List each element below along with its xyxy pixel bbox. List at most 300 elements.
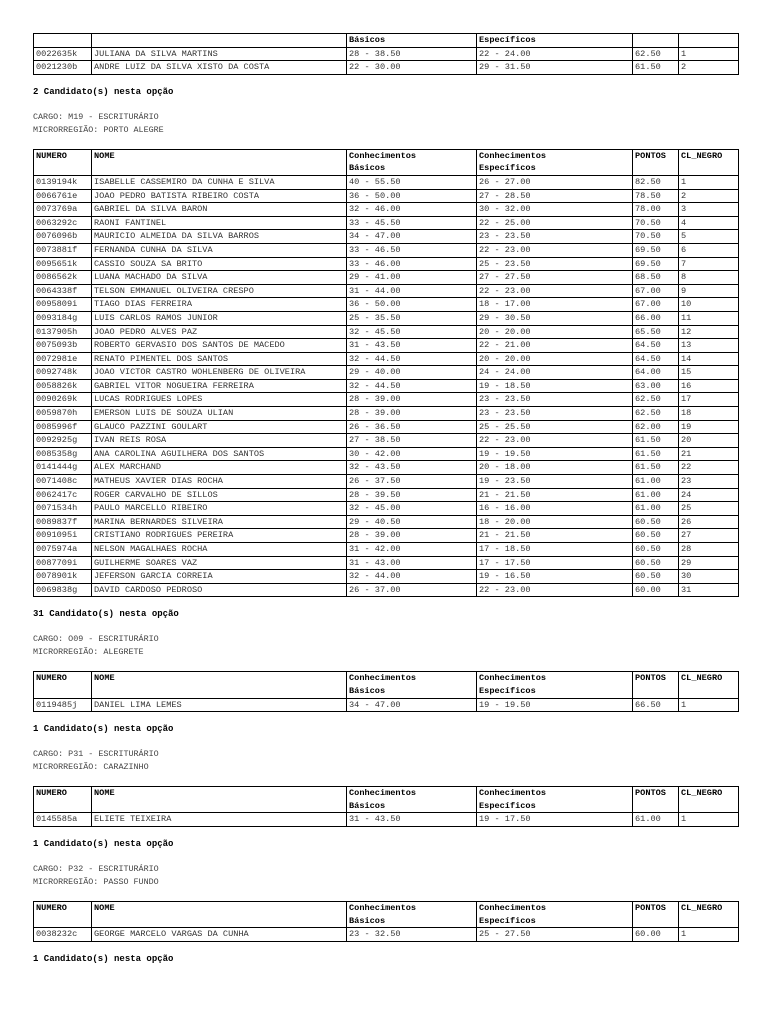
cl-negro-cell: 21	[679, 447, 739, 461]
cl-negro-cell: 11	[679, 311, 739, 325]
pontos-cell: 61.50	[633, 447, 679, 461]
header-conhecimentos-basicos	[347, 787, 477, 813]
numero-cell: 0071534h	[34, 502, 92, 516]
cargo-label: CARGO: M19 - ESCRITURÁRIO	[33, 111, 159, 122]
numero-cell: 0095651k	[34, 257, 92, 271]
section-info	[33, 111, 738, 137]
table-row	[34, 928, 739, 942]
nome-cell: EMERSON LUIS DE SOUZA ULIAN	[92, 407, 347, 421]
especificos-cell: 29 - 30.50	[477, 311, 633, 325]
basicos-cell: 28 - 39.00	[347, 393, 477, 407]
numero-cell: 0091095i	[34, 529, 92, 543]
especificos-cell: 22 - 24.00	[477, 47, 633, 61]
pontos-cell: 61.00	[633, 488, 679, 502]
header-nome-text: NOME	[94, 673, 115, 684]
sections-container	[33, 111, 738, 964]
basicos-cell: 40 - 55.50	[347, 175, 477, 189]
header-pontos	[633, 901, 679, 927]
header-nome-text: NOME	[94, 150, 115, 161]
pontos-cell: 70.50	[633, 230, 679, 244]
candidate-count: 2 Candidato(s) nesta opção	[33, 86, 174, 97]
especificos-cell: 20 - 18.00	[477, 461, 633, 475]
cl-negro-cell: 2	[679, 61, 739, 75]
nome-cell: JEFERSON GARCIA CORREIA	[92, 570, 347, 584]
cl-negro-cell: 20	[679, 434, 739, 448]
header-pontos	[633, 149, 679, 175]
header-conhecimentos-basicos	[347, 672, 477, 698]
cl-negro-cell: 19	[679, 420, 739, 434]
cl-negro-cell: 25	[679, 502, 739, 516]
pontos-cell: 61.50	[633, 461, 679, 475]
cl-negro-cell: 1	[679, 175, 739, 189]
table-row	[34, 556, 739, 570]
pontos-cell: 60.50	[633, 515, 679, 529]
especificos-cell: 30 - 32.00	[477, 203, 633, 217]
nome-cell: MATHEUS XAVIER DIAS ROCHA	[92, 475, 347, 489]
cargo-label: CARGO: P31 - ESCRITURÁRIO	[33, 749, 159, 760]
header-conhecimentos-basicos-text: Básicos	[349, 685, 386, 696]
especificos-cell: 18 - 17.00	[477, 298, 633, 312]
table-row	[34, 311, 739, 325]
nome-cell: CASSIO SOUZA SA BRITO	[92, 257, 347, 271]
especificos-cell: 17 - 18.50	[477, 543, 633, 557]
header-numero	[34, 149, 92, 175]
nome-cell: MARINA BERNARDES SILVEIRA	[92, 515, 347, 529]
basicos-cell: 26 - 36.50	[347, 420, 477, 434]
numero-cell: 0092748k	[34, 366, 92, 380]
nome-cell: DAVID CARDOSO PEDROSO	[92, 583, 347, 597]
nome-cell: GUILHERME SOARES VAZ	[92, 556, 347, 570]
header-conhecimentos-basicos-text: Conhecimentos	[349, 150, 417, 161]
nome-cell: LUIS CARLOS RAMOS JUNIOR	[92, 311, 347, 325]
cargo-section	[33, 748, 738, 849]
header-cl-negro-text: CL_NEGRO	[681, 902, 723, 913]
table-row	[34, 189, 739, 203]
cl-negro-cell: 1	[679, 813, 739, 827]
numero-cell: 0093184g	[34, 311, 92, 325]
header-cl-negro	[679, 787, 739, 813]
basicos-cell: 34 - 47.00	[347, 230, 477, 244]
table-row	[34, 420, 739, 434]
cl-negro-cell: 16	[679, 379, 739, 393]
basicos-cell: 23 - 32.50	[347, 928, 477, 942]
numero-cell: 0086562k	[34, 271, 92, 285]
table-row	[34, 379, 739, 393]
section-info	[33, 748, 738, 774]
header-cl-negro	[679, 901, 739, 927]
especificos-cell: 25 - 25.50	[477, 420, 633, 434]
pontos-cell: 60.50	[633, 529, 679, 543]
header-nome-text: NOME	[94, 902, 115, 913]
cargo-section	[33, 863, 738, 964]
basicos-cell: 36 - 50.00	[347, 298, 477, 312]
numero-cell: 0038232c	[34, 928, 92, 942]
table-row	[34, 570, 739, 584]
numero-cell: 0069838g	[34, 583, 92, 597]
basicos-cell: 32 - 43.50	[347, 461, 477, 475]
nome-cell: FERNANDA CUNHA DA SILVA	[92, 243, 347, 257]
basicos-cell: 29 - 41.00	[347, 271, 477, 285]
pontos-cell: 68.50	[633, 271, 679, 285]
header-pontos	[633, 787, 679, 813]
cl-negro-cell: 8	[679, 271, 739, 285]
nome-cell: GABRIEL VITOR NOGUEIRA FERREIRA	[92, 379, 347, 393]
pontos-cell: 61.00	[633, 813, 679, 827]
header-conhecimentos-especificos-text: Conhecimentos	[479, 673, 547, 684]
cl-negro-cell: 15	[679, 366, 739, 380]
basicos-cell: 27 - 38.50	[347, 434, 477, 448]
table-row	[34, 216, 739, 230]
header-numero-text: NUMERO	[36, 150, 67, 161]
basicos-cell: 28 - 38.50	[347, 47, 477, 61]
nome-cell: IVAN REIS ROSA	[92, 434, 347, 448]
pontos-cell: 62.50	[633, 407, 679, 421]
pontos-cell: 66.50	[633, 698, 679, 712]
pontos-cell: 62.50	[633, 393, 679, 407]
pontos-cell: 69.50	[633, 243, 679, 257]
header-cell: Específicos	[477, 34, 633, 48]
pontos-cell: 65.50	[633, 325, 679, 339]
pontos-cell: 60.50	[633, 556, 679, 570]
especificos-cell: 24 - 24.00	[477, 366, 633, 380]
cl-negro-cell: 10	[679, 298, 739, 312]
pontos-cell: 64.50	[633, 352, 679, 366]
table-row	[34, 502, 739, 516]
header-conhecimentos-especificos-text: Específicos	[479, 163, 536, 174]
pontos-cell: 62.50	[633, 47, 679, 61]
nome-cell: RENATO PIMENTEL DOS SANTOS	[92, 352, 347, 366]
table-row	[34, 543, 739, 557]
pontos-cell: 60.50	[633, 570, 679, 584]
numero-cell: 0085358g	[34, 447, 92, 461]
table-row	[34, 434, 739, 448]
basicos-cell: 33 - 46.50	[347, 243, 477, 257]
cl-negro-cell: 18	[679, 407, 739, 421]
especificos-cell: 19 - 19.50	[477, 698, 633, 712]
pontos-cell: 63.00	[633, 379, 679, 393]
especificos-cell: 23 - 23.50	[477, 393, 633, 407]
especificos-cell: 25 - 23.50	[477, 257, 633, 271]
table-row	[34, 515, 739, 529]
nome-cell: ELIETE TEIXEIRA	[92, 813, 347, 827]
basicos-cell: 32 - 45.50	[347, 325, 477, 339]
pontos-cell: 62.00	[633, 420, 679, 434]
table-row	[34, 475, 739, 489]
top-results-table	[33, 33, 739, 75]
cl-negro-cell: 27	[679, 529, 739, 543]
header-nome-text: NOME	[94, 788, 115, 799]
candidate-count: 1 Candidato(s) nesta opção	[33, 724, 174, 735]
especificos-cell: 29 - 31.50	[477, 61, 633, 75]
section-info	[33, 863, 738, 889]
header-cl-negro-text: CL_NEGRO	[681, 673, 723, 684]
cl-negro-cell: 13	[679, 339, 739, 353]
basicos-cell: 32 - 44.50	[347, 379, 477, 393]
table-header-row	[34, 901, 739, 927]
table-row	[34, 393, 739, 407]
numero-cell: 0075093b	[34, 339, 92, 353]
especificos-cell: 22 - 23.00	[477, 434, 633, 448]
nome-cell: TIAGO DIAS FERREIRA	[92, 298, 347, 312]
numero-cell: 0021230b	[34, 61, 92, 75]
header-cell	[92, 34, 347, 48]
nome-cell: JULIANA DA SILVA MARTINS	[92, 47, 347, 61]
header-conhecimentos-basicos	[347, 149, 477, 175]
table-row	[34, 230, 739, 244]
especificos-cell: 22 - 23.00	[477, 243, 633, 257]
header-cl-negro-text: CL_NEGRO	[681, 788, 723, 799]
table-row	[34, 529, 739, 543]
header-conhecimentos-basicos-text: Básicos	[349, 915, 386, 926]
especificos-cell: 23 - 23.50	[477, 407, 633, 421]
section-info	[33, 633, 738, 659]
header-nome	[92, 787, 347, 813]
pontos-cell: 60.00	[633, 928, 679, 942]
header-numero	[34, 787, 92, 813]
pontos-cell: 67.00	[633, 284, 679, 298]
basicos-cell: 22 - 30.00	[347, 61, 477, 75]
table-row	[34, 284, 739, 298]
especificos-cell: 27 - 27.50	[477, 271, 633, 285]
especificos-cell: 19 - 19.50	[477, 447, 633, 461]
pontos-cell: 64.50	[633, 339, 679, 353]
table-row	[34, 813, 739, 827]
header-conhecimentos-basicos-text: Básicos	[349, 163, 386, 174]
nome-cell: TELSON EMMANUEL OLIVEIRA CRESPO	[92, 284, 347, 298]
nome-cell: CRISTIANO RODRIGUES PEREIRA	[92, 529, 347, 543]
table-row	[34, 243, 739, 257]
especificos-cell: 20 - 20.00	[477, 352, 633, 366]
header-numero	[34, 901, 92, 927]
microrregiao-label: MICRORREGIÃO: CARAZINHO	[33, 762, 149, 773]
nome-cell: NELSON MAGALHAES ROCHA	[92, 543, 347, 557]
header-conhecimentos-especificos-text: Conhecimentos	[479, 788, 547, 799]
nome-cell: RAONI FANTINEL	[92, 216, 347, 230]
pontos-cell: 64.00	[633, 366, 679, 380]
header-conhecimentos-basicos-text: Conhecimentos	[349, 902, 417, 913]
basicos-cell: 31 - 44.00	[347, 284, 477, 298]
results-table	[33, 149, 739, 598]
table-row	[34, 583, 739, 597]
nome-cell: DANIEL LIMA LEMES	[92, 698, 347, 712]
especificos-cell: 23 - 23.50	[477, 230, 633, 244]
microrregiao-label: MICRORREGIÃO: PORTO ALEGRE	[33, 124, 164, 135]
cl-negro-cell: 23	[679, 475, 739, 489]
table-row	[34, 203, 739, 217]
table-row	[34, 461, 739, 475]
numero-cell: 0090269k	[34, 393, 92, 407]
header-conhecimentos-especificos-text: Específicos	[479, 800, 536, 811]
candidate-count: 1 Candidato(s) nesta opção	[33, 953, 174, 964]
table-header-row	[34, 672, 739, 698]
nome-cell: ROBERTO GERVASIO DOS SANTOS DE MACEDO	[92, 339, 347, 353]
cl-negro-cell: 9	[679, 284, 739, 298]
cl-negro-cell: 1	[679, 698, 739, 712]
results-table	[33, 901, 739, 942]
numero-cell: 0073881f	[34, 243, 92, 257]
cl-negro-cell: 3	[679, 203, 739, 217]
nome-cell: MAURICIO ALMEIDA DA SILVA BARROS	[92, 230, 347, 244]
numero-cell: 0071408c	[34, 475, 92, 489]
cl-negro-cell: 24	[679, 488, 739, 502]
especificos-cell: 17 - 17.50	[477, 556, 633, 570]
pontos-cell: 60.50	[633, 543, 679, 557]
header-conhecimentos-basicos-text: Conhecimentos	[349, 788, 417, 799]
nome-cell: ISABELLE CASSEMIRO DA CUNHA E SILVA	[92, 175, 347, 189]
numero-cell: 0076096b	[34, 230, 92, 244]
numero-cell: 0141444g	[34, 461, 92, 475]
numero-cell: 0145585a	[34, 813, 92, 827]
header-conhecimentos-especificos	[477, 149, 633, 175]
cl-negro-cell: 1	[679, 47, 739, 61]
especificos-cell: 19 - 23.50	[477, 475, 633, 489]
numero-cell: 0072981e	[34, 352, 92, 366]
pontos-cell: 61.50	[633, 434, 679, 448]
basicos-cell: 34 - 47.00	[347, 698, 477, 712]
header-pontos	[633, 672, 679, 698]
cl-negro-cell: 22	[679, 461, 739, 475]
pontos-cell: 78.00	[633, 203, 679, 217]
numero-cell: 0119485j	[34, 698, 92, 712]
cl-negro-cell: 6	[679, 243, 739, 257]
basicos-cell: 33 - 46.00	[347, 257, 477, 271]
numero-cell: 0062417c	[34, 488, 92, 502]
pontos-cell: 66.00	[633, 311, 679, 325]
basicos-cell: 31 - 43.50	[347, 339, 477, 353]
nome-cell: LUANA MACHADO DA SILVA	[92, 271, 347, 285]
nome-cell: JOAO VICTOR CASTRO WOHLENBERG DE OLIVEIRA	[92, 366, 347, 380]
nome-cell: JOAO PEDRO ALVES PAZ	[92, 325, 347, 339]
header-conhecimentos-basicos-text: Conhecimentos	[349, 673, 417, 684]
table-row	[34, 339, 739, 353]
table-row	[34, 325, 739, 339]
header-pontos-text: PONTOS	[635, 150, 666, 161]
numero-cell: 0059870h	[34, 407, 92, 421]
basicos-cell: 25 - 35.50	[347, 311, 477, 325]
header-conhecimentos-especificos-text: Específicos	[479, 915, 536, 926]
numero-cell: 0075974a	[34, 543, 92, 557]
numero-cell: 0073769a	[34, 203, 92, 217]
nome-cell: GLAUCO PAZZINI GOULART	[92, 420, 347, 434]
pontos-cell: 61.00	[633, 502, 679, 516]
nome-cell: ALEX MARCHAND	[92, 461, 347, 475]
header-cell: Básicos	[347, 34, 477, 48]
especificos-cell: 19 - 16.50	[477, 570, 633, 584]
table-row	[34, 407, 739, 421]
table-row	[34, 352, 739, 366]
especificos-cell: 22 - 23.00	[477, 284, 633, 298]
numero-cell: 0137905h	[34, 325, 92, 339]
basicos-cell: 33 - 45.50	[347, 216, 477, 230]
cargo-section	[33, 633, 738, 734]
header-conhecimentos-especificos	[477, 672, 633, 698]
basicos-cell: 30 - 42.00	[347, 447, 477, 461]
nome-cell: JOAO PEDRO BATISTA RIBEIRO COSTA	[92, 189, 347, 203]
basicos-cell: 32 - 44.00	[347, 570, 477, 584]
basicos-cell: 31 - 43.00	[347, 556, 477, 570]
cl-negro-cell: 30	[679, 570, 739, 584]
basicos-cell: 29 - 40.00	[347, 366, 477, 380]
table-row	[34, 175, 739, 189]
basicos-cell: 31 - 42.00	[347, 543, 477, 557]
numero-cell: 0139194k	[34, 175, 92, 189]
cl-negro-cell: 7	[679, 257, 739, 271]
header-nome	[92, 672, 347, 698]
header-conhecimentos-especificos-text: Específicos	[479, 685, 536, 696]
basicos-cell: 36 - 50.00	[347, 189, 477, 203]
header-conhecimentos-basicos	[347, 901, 477, 927]
header-cl-negro-text: CL_NEGRO	[681, 150, 723, 161]
numero-cell: 0089837f	[34, 515, 92, 529]
pontos-cell: 70.50	[633, 216, 679, 230]
especificos-cell: 22 - 25.00	[477, 216, 633, 230]
microrregiao-label: MICRORREGIÃO: ALEGRETE	[33, 647, 144, 658]
header-conhecimentos-especificos-text: Conhecimentos	[479, 150, 547, 161]
table-row	[34, 47, 739, 61]
especificos-cell: 21 - 21.50	[477, 488, 633, 502]
header-conhecimentos-especificos-text: Conhecimentos	[479, 902, 547, 913]
basicos-cell: 31 - 43.50	[347, 813, 477, 827]
cargo-section	[33, 111, 738, 620]
table-header-row	[34, 787, 739, 813]
cl-negro-cell: 17	[679, 393, 739, 407]
table-row	[34, 698, 739, 712]
numero-cell: 0063292c	[34, 216, 92, 230]
pontos-cell: 82.50	[633, 175, 679, 189]
table-header-row	[34, 34, 739, 48]
candidate-count: 31 Candidato(s) nesta opção	[33, 609, 179, 620]
basicos-cell: 28 - 39.50	[347, 488, 477, 502]
pontos-cell: 67.00	[633, 298, 679, 312]
cl-negro-cell: 4	[679, 216, 739, 230]
nome-cell: ANDRE LUIZ DA SILVA XISTO DA COSTA	[92, 61, 347, 75]
basicos-cell: 26 - 37.50	[347, 475, 477, 489]
header-pontos-text: PONTOS	[635, 788, 666, 799]
especificos-cell: 16 - 16.00	[477, 502, 633, 516]
results-table	[33, 671, 739, 712]
cargo-label: CARGO: P32 - ESCRITURÁRIO	[33, 863, 159, 874]
cl-negro-cell: 31	[679, 583, 739, 597]
cl-negro-cell: 29	[679, 556, 739, 570]
nome-cell: GEORGE MARCELO VARGAS DA CUNHA	[92, 928, 347, 942]
numero-cell: 0064338f	[34, 284, 92, 298]
especificos-cell: 27 - 28.50	[477, 189, 633, 203]
header-numero-text: NUMERO	[36, 673, 67, 684]
header-numero-text: NUMERO	[36, 902, 67, 913]
table-row	[34, 366, 739, 380]
header-conhecimentos-especificos	[477, 787, 633, 813]
basicos-cell: 29 - 40.50	[347, 515, 477, 529]
document-page	[33, 33, 738, 978]
cl-negro-cell: 14	[679, 352, 739, 366]
cl-negro-cell: 1	[679, 928, 739, 942]
numero-cell: 0095809i	[34, 298, 92, 312]
especificos-cell: 25 - 27.50	[477, 928, 633, 942]
especificos-cell: 20 - 20.00	[477, 325, 633, 339]
table-row	[34, 61, 739, 75]
header-cell	[633, 34, 679, 48]
basicos-cell: 26 - 37.00	[347, 583, 477, 597]
numero-cell: 0092925g	[34, 434, 92, 448]
especificos-cell: 26 - 27.00	[477, 175, 633, 189]
header-cl-negro	[679, 149, 739, 175]
cl-negro-cell: 12	[679, 325, 739, 339]
nome-cell: PAULO MARCELLO RIBEIRO	[92, 502, 347, 516]
results-table	[33, 786, 739, 827]
especificos-cell: 21 - 21.50	[477, 529, 633, 543]
cl-negro-cell: 2	[679, 189, 739, 203]
microrregiao-label: MICRORREGIÃO: PASSO FUNDO	[33, 876, 159, 887]
